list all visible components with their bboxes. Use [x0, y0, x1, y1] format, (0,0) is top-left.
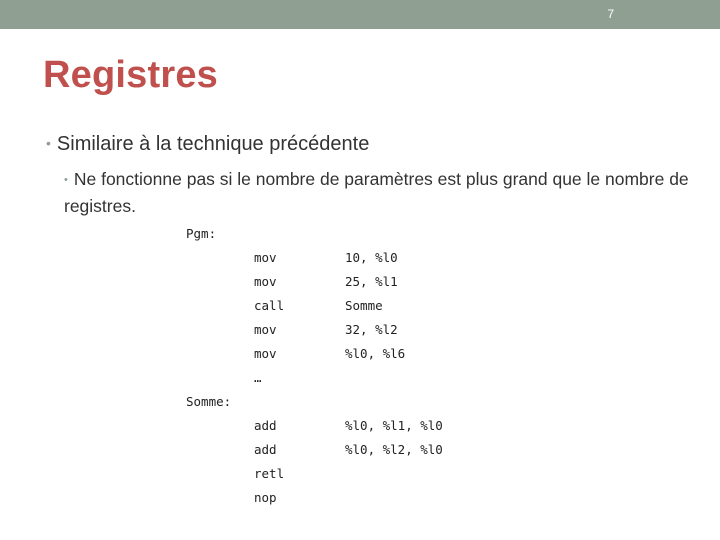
code-op: add — [254, 442, 277, 457]
code-args: 10, %l0 — [345, 250, 398, 265]
code-op: mov — [254, 322, 277, 337]
code-ellipsis: … — [254, 370, 262, 385]
code-op: call — [254, 298, 285, 313]
bullet-level2 — [64, 167, 694, 218]
code-op: mov — [254, 346, 277, 361]
slide-title: Registres — [43, 54, 218, 96]
code-args: %l0, %l2, %l0 — [345, 442, 443, 457]
code-label-somme: Somme: — [186, 394, 232, 409]
code-op: retl — [254, 466, 285, 481]
bullet-level1 — [46, 133, 369, 156]
code-label-pgm: Pgm: — [186, 226, 217, 241]
code-op: mov — [254, 274, 277, 289]
code-args: 25, %l1 — [345, 274, 398, 289]
code-op: nop — [254, 490, 277, 505]
code-args: 32, %l2 — [345, 322, 398, 337]
slide-number: 7 — [607, 7, 614, 21]
bullet-dot-icon: • — [46, 135, 51, 151]
bullet-level1-text: Similaire à la technique précédente — [56, 133, 370, 155]
code-args: Somme — [345, 298, 383, 313]
code-args: %l0, %l1, %l0 — [345, 418, 443, 433]
bullet-dot-icon: • — [64, 174, 68, 186]
code-op: add — [254, 418, 277, 433]
code-args: %l0, %l6 — [345, 346, 406, 361]
bullet-level2-text: Ne fonctionne pas si le nombre de paramètres est plus grand que le nombre de registres. — [64, 169, 689, 216]
code-op: mov — [254, 250, 277, 265]
header-bar — [0, 0, 720, 29]
